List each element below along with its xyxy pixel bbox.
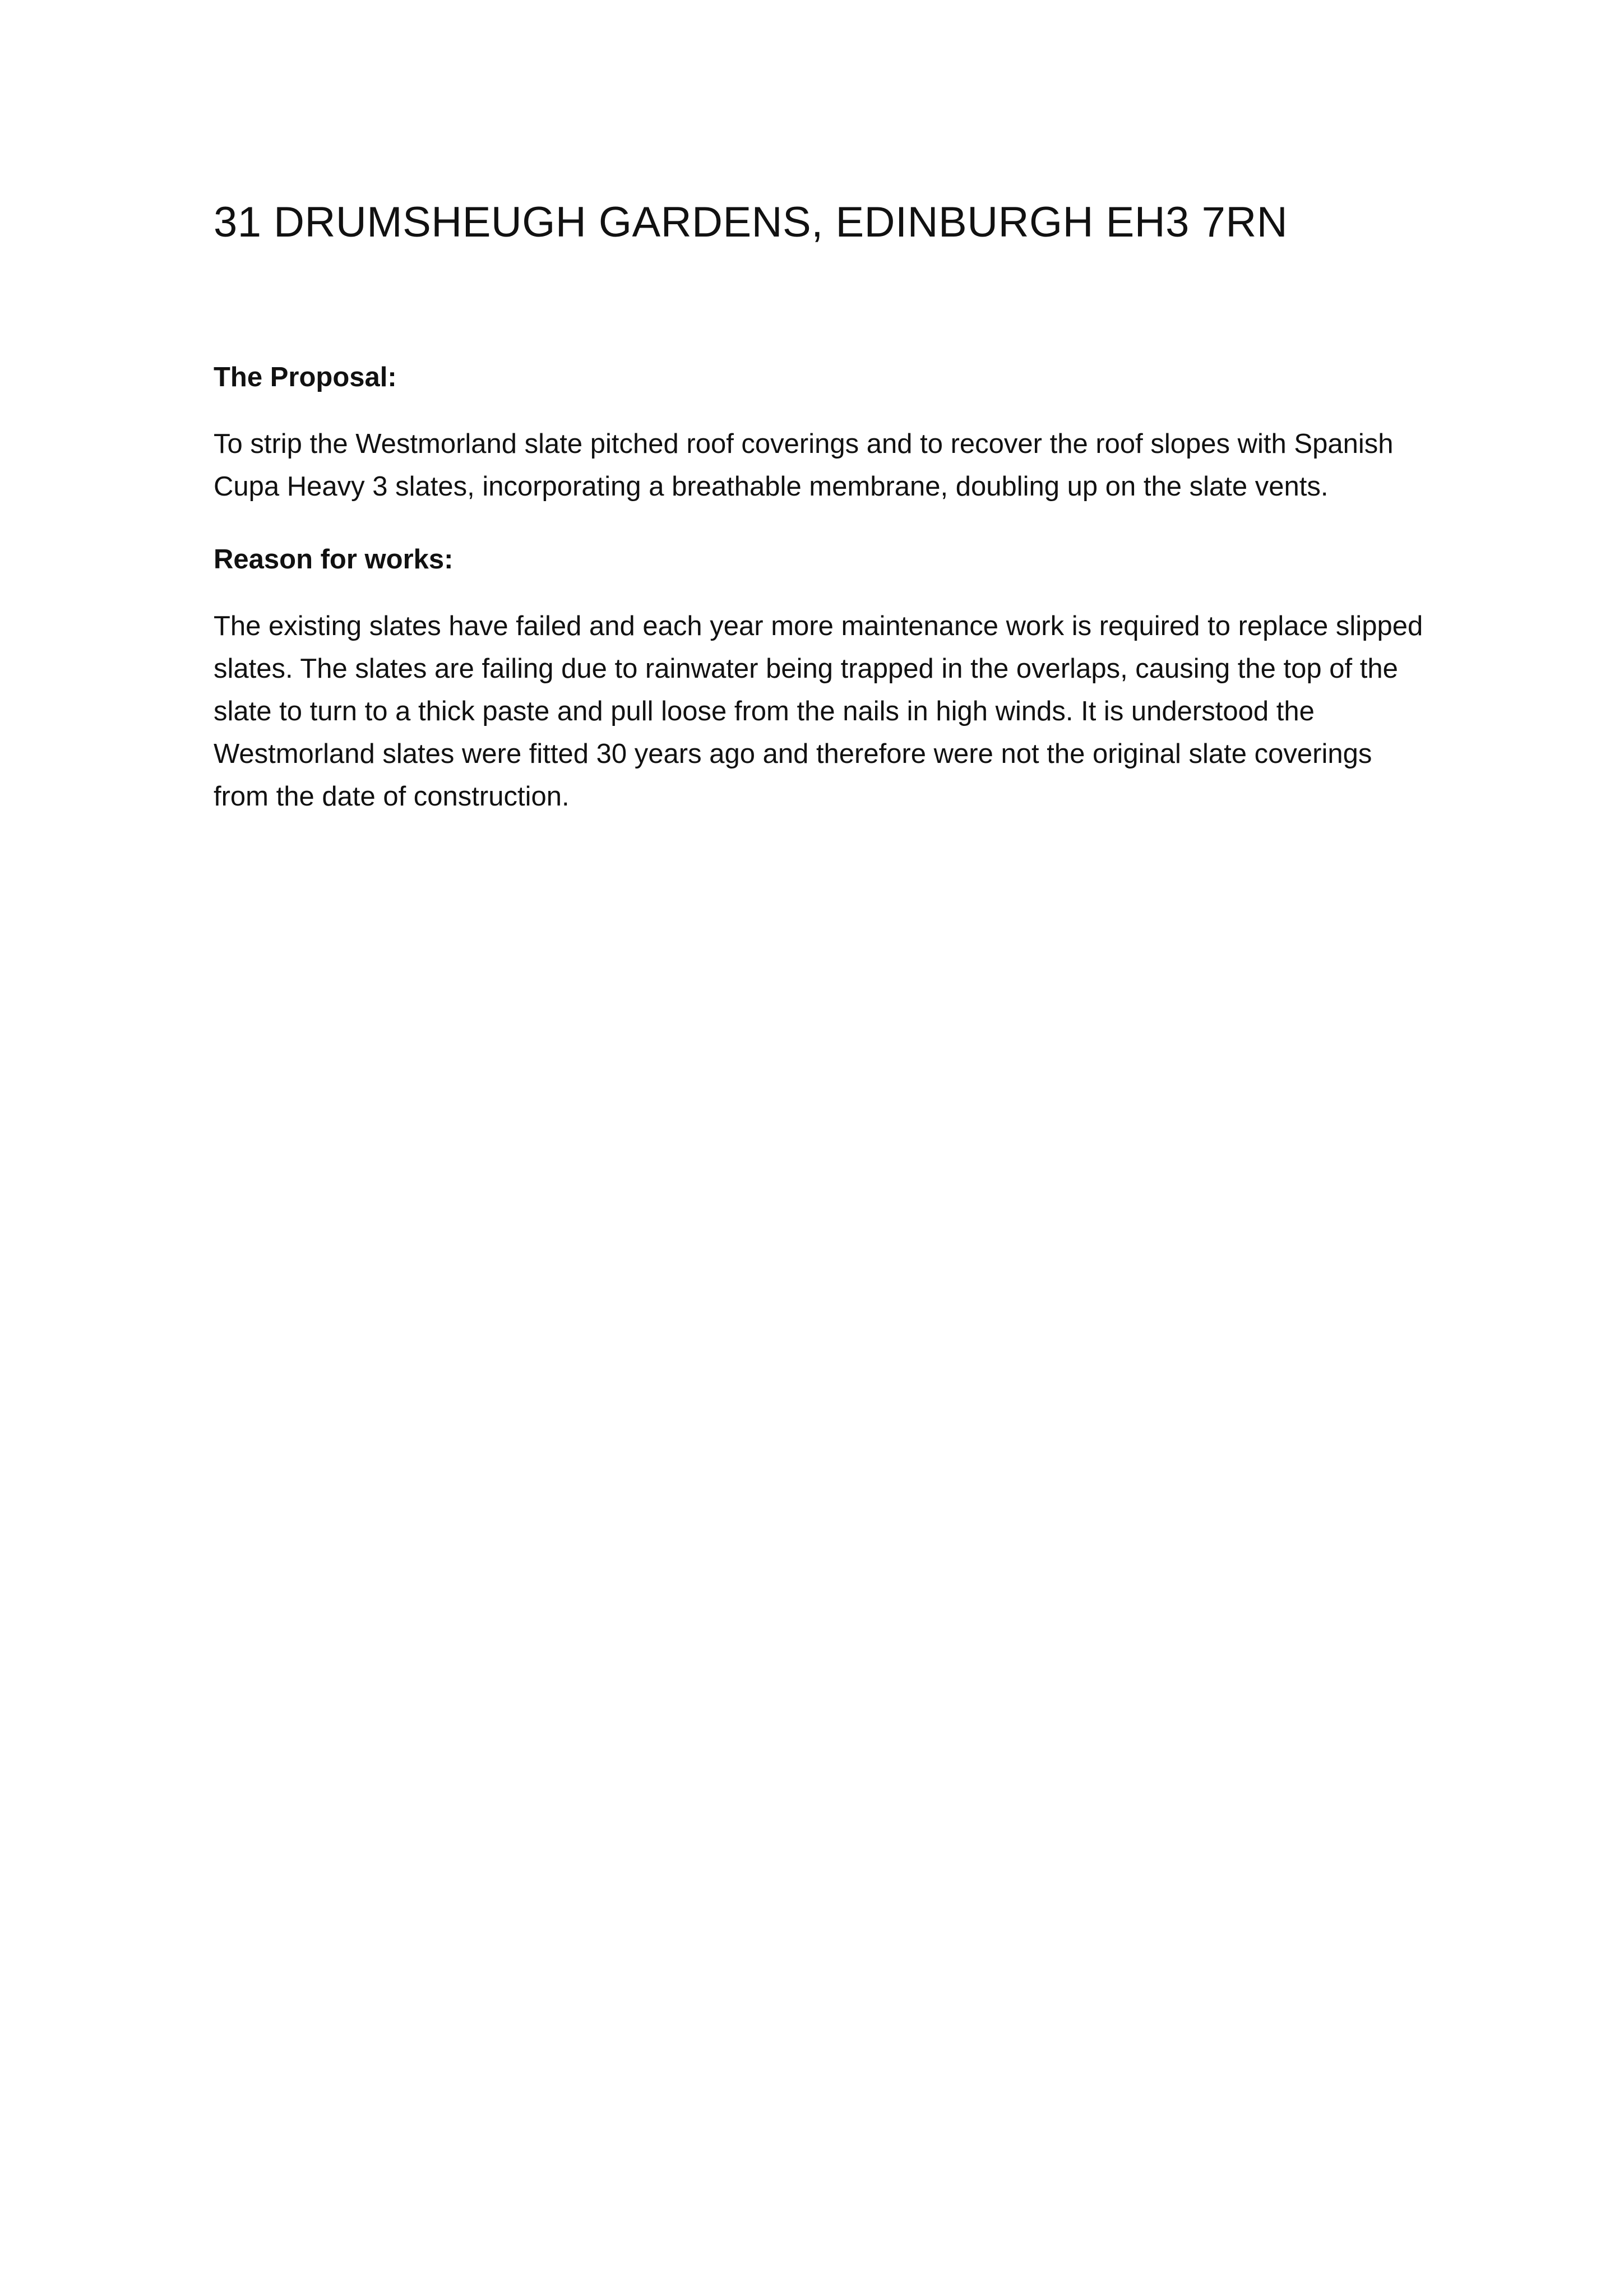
document-title: 31 DRUMSHEUGH GARDENS, EDINBURGH EH3 7RN xyxy=(214,198,1288,246)
section-reason-for-works xyxy=(214,543,1424,818)
document-content xyxy=(214,199,1424,818)
section-body-reason-for-works: The existing slates have failed and each year more maintenance work is required to replace slipped slates. The slates are failing due to rainwater being trapped in the overlaps, causing the top of the slate to turn to a thick paste and pull loose from the nails in high winds. It is understood the Westmorland slates were fitted 30 years ago and therefore were not the original slate coverings from the date of construction. xyxy=(214,611,1423,812)
section-body-proposal: To strip the Westmorland slate pitched roof coverings and to recover the roof slopes with Spanish Cupa Heavy 3 slates, incorporating a breathable membrane, doubling up on the slate vents. xyxy=(214,428,1394,502)
section-heading-proposal: The Proposal: xyxy=(214,362,397,392)
section-heading-reason-for-works: Reason for works: xyxy=(214,544,454,575)
section-proposal xyxy=(214,360,1424,508)
